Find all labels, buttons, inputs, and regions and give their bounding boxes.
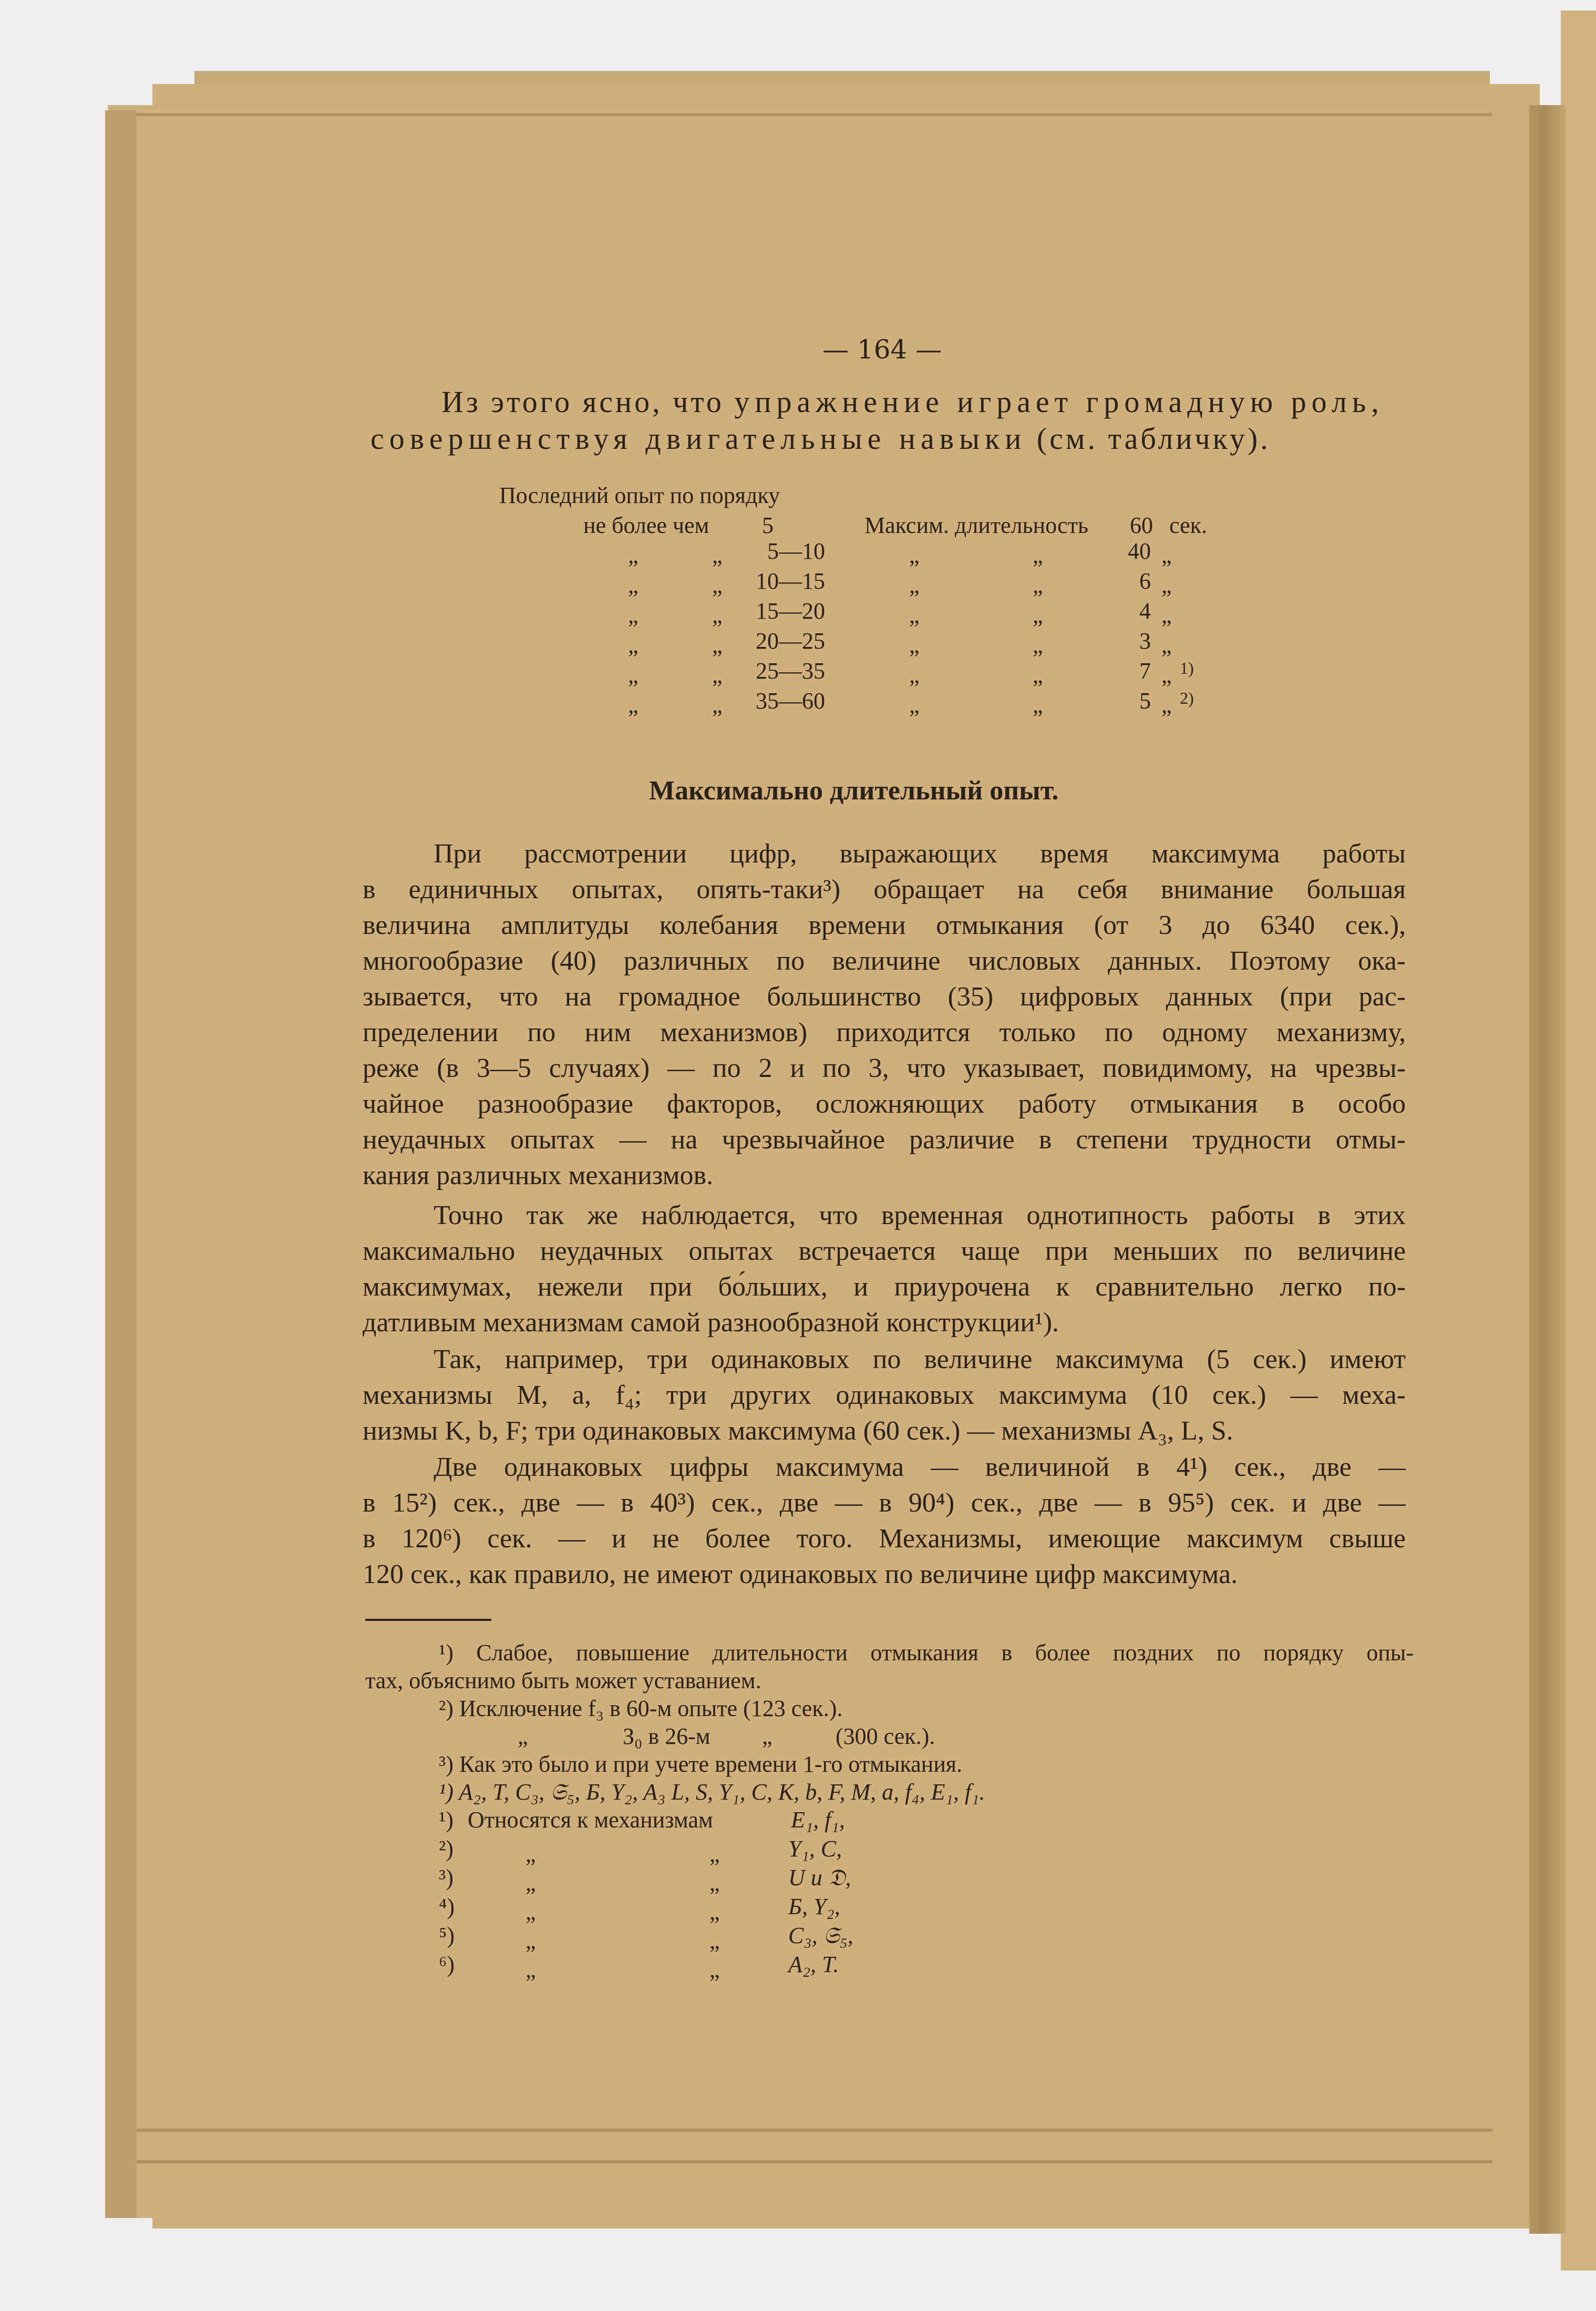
paragraph-1-line: кания различных механизмов. (363, 1160, 714, 1190)
ditto-mark: „ (628, 542, 639, 568)
ditto-mark: „ (762, 1723, 773, 1749)
ditto-mark: „ (909, 692, 920, 718)
paper-tear-line (137, 113, 1492, 116)
paragraph-3-line: Так, например, три одинаковых по величине максимума (5 сек.) имеют (434, 1344, 1406, 1374)
facing-page-edge (1561, 11, 1596, 2271)
ditto-mark: „ (628, 602, 639, 628)
footnote-number: ³) (439, 1865, 454, 1891)
ditto-mark: „ (712, 542, 723, 568)
ditto-mark: „ (909, 542, 920, 568)
ditto-mark: „ (1161, 572, 1172, 598)
mechanism-list: A₂, T. (788, 1951, 839, 1977)
mechanism-list: Б, Y₂, (788, 1894, 840, 1919)
row-range: 15—20 (756, 598, 825, 624)
ditto-mark: „ (909, 572, 920, 598)
paragraph-4-line: Две одинаковых цифры максимума — величиной в 4¹) сек., две — (434, 1452, 1406, 1482)
paragraph-1-line: неудачных опытах — на чрезвычайное различие в степени трудности отмы- (363, 1125, 1406, 1155)
ditto-mark: „ (709, 1957, 720, 1983)
ditto-mark: „ (1161, 692, 1172, 718)
duration-value: 5 (1139, 688, 1151, 714)
ditto-mark: „ (909, 602, 920, 628)
ditto-mark: „ (709, 1899, 720, 1925)
ditto-mark: „ (1161, 542, 1172, 568)
paragraph-4-line: в 120⁶) сек. — и не более того. Механизмы, имеющие максимум свыше (363, 1524, 1406, 1554)
ditto-mark: „ (1161, 632, 1172, 658)
ditto-mark: „ (1033, 632, 1043, 658)
paragraph-4-line: в 15²) сек., две — в 40³) сек., две — в 90⁴) сек., две — в 95⁵) сек. и две — (363, 1488, 1406, 1518)
intro-line-2 (370, 423, 1271, 455)
ditto-mark: „ (712, 692, 723, 718)
paragraph-1-line: многообразие (40) различных по величине числовых данных. Поэтому ока- (363, 946, 1406, 976)
paragraph-1-line: При рассмотрении цифр, выражающих время максимума работы (434, 839, 1406, 869)
row-range: 35—60 (756, 688, 825, 714)
ditto-mark: „ (712, 572, 723, 598)
paper-left-edge (105, 110, 137, 2218)
paragraph-1-line: чайное разнообразие факторов, осложняющих работу отмыкания в особо (363, 1089, 1406, 1119)
book-gutter (1529, 105, 1566, 2234)
footnote-ref: 2) (1180, 689, 1194, 707)
footnote-number: ⁶) (439, 1951, 455, 1977)
footnote-3: ³) Как это было и при учете времени 1-го отмыкания. (439, 1751, 963, 1777)
footnote-ref: 1) (1180, 659, 1194, 677)
ditto-mark: „ (712, 662, 723, 688)
ditto-mark: „ (1161, 662, 1172, 688)
row-range: 5 (762, 512, 774, 538)
ditto-mark: „ (628, 572, 639, 598)
paragraph-2-line: максимально неудачных опытах встречается чаще при меньших по величине (363, 1236, 1406, 1266)
footnote-number: ⁴) (439, 1894, 455, 1919)
row-range: 20—25 (756, 628, 825, 654)
footnote-text: Относятся к механизмам (468, 1807, 713, 1833)
ditto-mark: „ (526, 1957, 536, 1983)
ditto-mark: „ (1033, 662, 1043, 688)
ditto-mark: „ (1033, 572, 1043, 598)
footnote-2-cont: (300 сек.). (836, 1723, 935, 1749)
ditto-mark: „ (526, 1928, 536, 1954)
intro-text: (см. табличку). (1026, 422, 1271, 456)
row-range: 10—15 (756, 568, 825, 594)
paragraph-3-line: механизмы M, a, f₄; три других одинаковых максимума (10 сек.) — меха- (363, 1380, 1406, 1410)
ditto-mark: „ (909, 632, 920, 658)
mechanism-list: Y₁, C, (788, 1836, 842, 1862)
footnote-number: ²) (439, 1836, 454, 1862)
paragraph-2-line: максимумах, нежели при бо́льших, и приурочена к сравнительно легко по- (363, 1272, 1406, 1302)
duration-value: 60 (1130, 512, 1153, 538)
ditto-mark: „ (709, 1928, 720, 1954)
row-range: 5—10 (767, 538, 825, 564)
duration-value: 40 (1128, 538, 1151, 564)
row-label: не более чем (583, 512, 709, 538)
ditto-mark: „ (1033, 542, 1043, 568)
mechanism-list: U и 𝔇, (788, 1865, 851, 1891)
mechanism-list: E₁, f₁, (791, 1807, 845, 1833)
ditto-mark: „ (709, 1870, 720, 1896)
paragraph-2-line: датливым механизмам самой разнообразной конструкции¹). (363, 1308, 1059, 1338)
paragraph-1-line: в единичных опытах, опять-таки³) обращает на себя внимание большая (363, 875, 1406, 905)
ditto-mark: „ (709, 1841, 720, 1867)
paragraph-1-line: величина амплитуды колебания времени отмыкания (от 3 до 6340 сек.), (363, 910, 1406, 940)
intro-spaced-text: совершенствуя двигательные навыки (370, 422, 1027, 456)
duration-value: 6 (1139, 568, 1151, 594)
row-range: 25—35 (756, 658, 825, 684)
ditto-mark: „ (518, 1723, 528, 1749)
paper-tear-line (137, 2129, 1492, 2132)
ditto-mark: „ (628, 692, 639, 718)
ditto-mark: „ (1033, 602, 1043, 628)
mechanism-list: C₃, 𝔖₅, (788, 1923, 853, 1948)
page-number: — 164 — (822, 334, 942, 365)
paragraph-1-line: реже (в 3—5 случаях) — по 2 и по 3, что указывает, повидимому, на чрезвы- (363, 1053, 1406, 1083)
paragraph-3-line: низмы K, b, F; три одинаковых максимума (60 сек.) — механизмы A₃, L, S. (363, 1416, 1233, 1446)
duration-unit: сек. (1169, 512, 1207, 538)
footnote-2: ²) Исключение f₃ в 60-м опыте (123 сек.). (439, 1696, 843, 1721)
section-heading: Максимально длительный опыт. (649, 776, 1059, 806)
ditto-mark: „ (526, 1870, 536, 1896)
duration-label: Максим. длительность (864, 512, 1088, 538)
duration-value: 3 (1139, 628, 1151, 654)
ditto-mark: „ (1033, 692, 1043, 718)
footnote-4: ¹) A₂, T, C₃, 𝔖₅, Б, Y₂, A₃ L, S, Y₁, C, K, b, F, M, a, f₄, E₁, f₁. (439, 1779, 985, 1805)
footnote-1-line: ¹) Слабое, повышение длительности отмыкания в более поздних по порядку опы- (439, 1640, 1414, 1666)
duration-value: 7 (1139, 658, 1151, 684)
intro-text: Из этого ясно, что (441, 385, 735, 419)
duration-value: 4 (1139, 598, 1151, 624)
footnote-rule (365, 1619, 491, 1621)
intro-spaced-text: упражнение играет громадную роль, (734, 385, 1384, 419)
ditto-mark: „ (712, 632, 723, 658)
ditto-mark: „ (526, 1899, 536, 1925)
footnote-2-cont: З₀ в 26-м (623, 1723, 711, 1749)
ditto-mark: „ (712, 602, 723, 628)
ditto-mark: „ (628, 632, 639, 658)
footnote-number: ¹) (439, 1807, 454, 1833)
intro-line-1 (441, 386, 1384, 418)
paragraph-1-line: зывается, что на громадное большинство (35) цифровых данных (при рас- (363, 982, 1406, 1012)
table-caption: Последний опыт по порядку (499, 482, 780, 508)
ditto-mark: „ (1161, 602, 1172, 628)
paragraph-4-line: 120 сек., как правило, не имеют одинаковых по величине цифр максимума. (363, 1559, 1238, 1589)
paragraph-1-line: пределении по ним механизмов) приходится только по одному механизму, (363, 1018, 1406, 1047)
ditto-mark: „ (909, 662, 920, 688)
ditto-mark: „ (628, 662, 639, 688)
footnote-number: ⁵) (439, 1923, 455, 1948)
ditto-mark: „ (526, 1841, 536, 1867)
paper-tear-line (137, 2160, 1492, 2163)
footnote-1-line: тах, объяснимо быть может уставанием. (365, 1668, 761, 1693)
paragraph-2-line: Точно так же наблюдается, что временная однотипность работы в этих (434, 1200, 1406, 1230)
